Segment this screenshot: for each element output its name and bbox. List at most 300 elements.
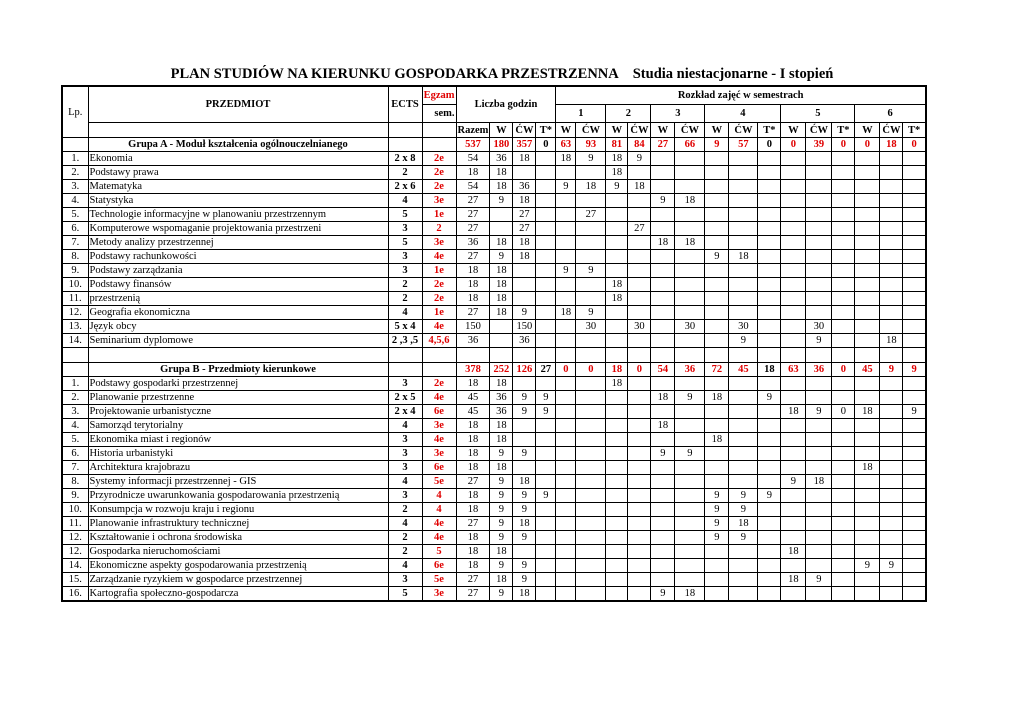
exam-semester: 2e xyxy=(422,278,456,292)
hours-cell: 18 xyxy=(729,517,758,531)
hours-cell xyxy=(758,433,781,447)
hours-cell xyxy=(536,180,556,194)
hours-cell: 18 xyxy=(456,447,490,461)
hours-cell xyxy=(729,264,758,278)
hours-cell xyxy=(855,419,880,433)
hours-cell xyxy=(903,222,926,236)
hours-cell: 30 xyxy=(729,320,758,334)
header-semester-5: 5 xyxy=(781,105,855,123)
hours-cell xyxy=(651,278,675,292)
hours-cell xyxy=(651,250,675,264)
hours-cell xyxy=(536,222,556,236)
exam-semester: 1e xyxy=(422,306,456,320)
ects-value: 2 xyxy=(388,278,422,292)
hours-cell xyxy=(628,531,651,545)
group-total-cell: 378 xyxy=(456,363,490,377)
row-number: 8. xyxy=(62,250,88,264)
hours-cell: 9 xyxy=(490,517,513,531)
hours-cell xyxy=(729,278,758,292)
hours-cell xyxy=(675,292,705,306)
subject-row xyxy=(62,405,926,419)
subject-name: Kartografia społeczno-gospodarcza xyxy=(88,587,388,602)
header-sem-col: ĆW xyxy=(628,123,651,138)
hours-cell xyxy=(781,531,806,545)
hours-cell: 30 xyxy=(576,320,606,334)
hours-cell xyxy=(606,320,628,334)
hours-cell: 18 xyxy=(490,264,513,278)
hours-cell xyxy=(628,461,651,475)
hours-cell xyxy=(729,461,758,475)
hours-cell xyxy=(705,334,729,348)
hours-cell xyxy=(806,391,832,405)
hours-cell xyxy=(806,180,832,194)
header-semester-6: 6 xyxy=(855,105,926,123)
hours-cell: 9 xyxy=(490,559,513,573)
hours-cell xyxy=(628,559,651,573)
hours-cell xyxy=(880,292,903,306)
header-sem-col: W xyxy=(855,123,880,138)
hours-cell: 18 xyxy=(490,166,513,180)
hours-cell xyxy=(758,503,781,517)
spacer-cell xyxy=(576,348,606,363)
subject-name: Podstawy gospodarki przestrzennej xyxy=(88,377,388,391)
hours-cell: 9 xyxy=(490,250,513,264)
hours-cell xyxy=(880,573,903,587)
hours-cell xyxy=(758,517,781,531)
subject-row xyxy=(62,236,926,250)
hours-cell: 9 xyxy=(576,264,606,278)
group-total-cell: 36 xyxy=(675,363,705,377)
hours-cell xyxy=(536,292,556,306)
hours-cell xyxy=(705,152,729,166)
group-ects-cell xyxy=(388,138,422,152)
header-ects: ECTS xyxy=(388,86,422,123)
hours-cell xyxy=(628,264,651,278)
row-number: 9. xyxy=(62,264,88,278)
hours-cell xyxy=(855,208,880,222)
hours-cell: 18 xyxy=(606,278,628,292)
hours-cell xyxy=(806,587,832,602)
hours-cell xyxy=(536,306,556,320)
hours-cell: 9 xyxy=(705,489,729,503)
header-przedmiot: PRZEDMIOT xyxy=(88,86,388,123)
hours-cell xyxy=(781,461,806,475)
hours-cell xyxy=(628,250,651,264)
hours-cell xyxy=(832,208,855,222)
hours-cell xyxy=(781,306,806,320)
hours-cell xyxy=(758,447,781,461)
hours-cell xyxy=(832,447,855,461)
hours-cell xyxy=(758,194,781,208)
hours-cell xyxy=(806,503,832,517)
hours-cell xyxy=(903,166,926,180)
hours-cell xyxy=(556,433,576,447)
hours-cell xyxy=(729,573,758,587)
hours-cell xyxy=(758,222,781,236)
hours-cell xyxy=(536,208,556,222)
subject-row xyxy=(62,306,926,320)
hours-cell xyxy=(729,475,758,489)
hours-cell: 36 xyxy=(456,334,490,348)
hours-cell xyxy=(705,377,729,391)
exam-semester: 4e xyxy=(422,531,456,545)
hours-cell xyxy=(832,250,855,264)
spacer-cell xyxy=(705,348,729,363)
hours-cell xyxy=(556,419,576,433)
hours-cell xyxy=(880,517,903,531)
hours-cell xyxy=(832,545,855,559)
hours-cell xyxy=(705,475,729,489)
row-number: 14. xyxy=(62,559,88,573)
hours-cell xyxy=(628,236,651,250)
hours-cell xyxy=(880,152,903,166)
hours-cell xyxy=(628,334,651,348)
spacer-cell xyxy=(536,348,556,363)
exam-semester: 4e xyxy=(422,433,456,447)
hours-cell xyxy=(880,503,903,517)
hours-cell xyxy=(781,391,806,405)
hours-cell: 18 xyxy=(855,461,880,475)
hours-cell xyxy=(628,475,651,489)
hours-cell: 30 xyxy=(628,320,651,334)
subject-row xyxy=(62,278,926,292)
hours-cell xyxy=(675,517,705,531)
hours-cell xyxy=(490,334,513,348)
hours-cell xyxy=(806,278,832,292)
header-hours-col: T* xyxy=(536,123,556,138)
hours-cell xyxy=(536,152,556,166)
hours-cell xyxy=(556,489,576,503)
subject-name: Systemy informacji przestrzennej - GIS xyxy=(88,475,388,489)
hours-cell: 9 xyxy=(729,334,758,348)
header-sem-col: ĆW xyxy=(880,123,903,138)
hours-cell xyxy=(880,278,903,292)
hours-cell: 9 xyxy=(490,447,513,461)
spacer-cell xyxy=(651,348,675,363)
hours-cell xyxy=(556,517,576,531)
hours-cell xyxy=(758,292,781,306)
subject-row xyxy=(62,334,926,348)
hours-cell xyxy=(675,405,705,419)
hours-cell: 9 xyxy=(513,405,536,419)
hours-cell xyxy=(880,222,903,236)
hours-cell xyxy=(729,447,758,461)
hours-cell: 9 xyxy=(651,194,675,208)
hours-cell xyxy=(758,377,781,391)
hours-cell: 9 xyxy=(855,559,880,573)
hours-cell xyxy=(675,531,705,545)
ects-value: 5 xyxy=(388,208,422,222)
hours-cell xyxy=(903,334,926,348)
hours-cell: 27 xyxy=(456,222,490,236)
hours-cell xyxy=(576,531,606,545)
row-number: 8. xyxy=(62,475,88,489)
subject-name: Komputerowe wspomaganie projektowania przestrzeni xyxy=(88,222,388,236)
hours-cell: 18 xyxy=(456,559,490,573)
row-number: 2. xyxy=(62,391,88,405)
hours-cell: 18 xyxy=(490,461,513,475)
hours-cell xyxy=(606,194,628,208)
hours-cell: 9 xyxy=(729,489,758,503)
subject-name: Przyrodnicze uwarunkowania gospodarowania przestrzenią xyxy=(88,489,388,503)
group-lp-cell xyxy=(62,363,88,377)
hours-cell xyxy=(705,166,729,180)
hours-cell xyxy=(903,433,926,447)
hours-cell xyxy=(628,292,651,306)
hours-cell: 18 xyxy=(675,194,705,208)
subject-name: Podstawy finansów xyxy=(88,278,388,292)
hours-cell xyxy=(576,503,606,517)
hours-cell xyxy=(758,419,781,433)
group-total-cell: 45 xyxy=(855,363,880,377)
hours-cell xyxy=(855,489,880,503)
hours-cell xyxy=(880,180,903,194)
subject-name: Podstawy prawa xyxy=(88,166,388,180)
ects-value: 4 xyxy=(388,475,422,489)
hours-cell xyxy=(536,377,556,391)
hours-cell: 9 xyxy=(513,306,536,320)
ects-value: 4 xyxy=(388,559,422,573)
row-number: 3. xyxy=(62,405,88,419)
group-total-cell: 93 xyxy=(576,138,606,152)
group-total-cell: 0 xyxy=(576,363,606,377)
exam-semester: 3e xyxy=(422,447,456,461)
header-hours-col: ĆW xyxy=(513,123,536,138)
hours-cell xyxy=(880,306,903,320)
hours-cell: 9 xyxy=(628,152,651,166)
hours-cell: 18 xyxy=(606,377,628,391)
hours-cell xyxy=(606,405,628,419)
hours-cell xyxy=(758,180,781,194)
group-total-cell: 63 xyxy=(556,138,576,152)
exam-semester: 4 xyxy=(422,503,456,517)
hours-cell xyxy=(903,292,926,306)
hours-cell: 18 xyxy=(490,236,513,250)
hours-cell xyxy=(705,320,729,334)
hours-cell xyxy=(705,573,729,587)
hours-cell xyxy=(758,278,781,292)
hours-cell xyxy=(903,391,926,405)
hours-cell xyxy=(855,292,880,306)
ects-value: 2 x 6 xyxy=(388,180,422,194)
hours-cell xyxy=(651,517,675,531)
hours-cell xyxy=(513,461,536,475)
hours-cell: 18 xyxy=(456,461,490,475)
hours-cell xyxy=(806,377,832,391)
hours-cell xyxy=(513,292,536,306)
subject-name: Ekonomika miast i regionów xyxy=(88,433,388,447)
hours-cell xyxy=(556,545,576,559)
subject-row xyxy=(62,433,926,447)
hours-cell xyxy=(832,292,855,306)
hours-cell xyxy=(880,166,903,180)
hours-cell: 18 xyxy=(855,405,880,419)
hours-cell xyxy=(781,419,806,433)
exam-semester: 2e xyxy=(422,377,456,391)
hours-cell xyxy=(729,587,758,602)
hours-cell xyxy=(758,152,781,166)
hours-cell xyxy=(729,377,758,391)
header-sem-col: W xyxy=(705,123,729,138)
spacer-cell xyxy=(62,348,88,363)
hours-cell xyxy=(903,447,926,461)
hours-cell: 150 xyxy=(513,320,536,334)
subject-name: Historia urbanistyki xyxy=(88,447,388,461)
group-header-row xyxy=(62,138,926,152)
row-number: 16. xyxy=(62,587,88,602)
hours-cell: 9 xyxy=(806,334,832,348)
group-total-cell: 0 xyxy=(781,138,806,152)
hours-cell xyxy=(880,545,903,559)
hours-cell xyxy=(832,222,855,236)
hours-cell xyxy=(758,236,781,250)
hours-cell xyxy=(832,419,855,433)
hours-cell xyxy=(675,545,705,559)
subject-row xyxy=(62,489,926,503)
hours-cell: 18 xyxy=(513,587,536,602)
hours-cell xyxy=(729,419,758,433)
ects-value: 3 xyxy=(388,433,422,447)
hours-cell: 45 xyxy=(456,391,490,405)
hours-cell xyxy=(855,517,880,531)
hours-cell xyxy=(758,573,781,587)
hours-cell xyxy=(536,236,556,250)
hours-cell: 0 xyxy=(832,405,855,419)
hours-cell: 18 xyxy=(556,152,576,166)
hours-cell: 9 xyxy=(729,503,758,517)
hours-cell xyxy=(758,531,781,545)
hours-cell xyxy=(781,180,806,194)
header-sem-col: W xyxy=(651,123,675,138)
exam-semester: 3e xyxy=(422,194,456,208)
hours-cell: 9 xyxy=(513,531,536,545)
hours-cell xyxy=(880,405,903,419)
hours-cell xyxy=(903,419,926,433)
hours-cell xyxy=(556,447,576,461)
row-number: 14. xyxy=(62,334,88,348)
hours-cell: 36 xyxy=(513,334,536,348)
hours-cell xyxy=(536,573,556,587)
hours-cell xyxy=(832,278,855,292)
spacer-cell xyxy=(513,348,536,363)
hours-cell xyxy=(576,573,606,587)
spacer-cell xyxy=(456,348,490,363)
hours-cell xyxy=(606,222,628,236)
hours-cell xyxy=(855,391,880,405)
hours-cell: 18 xyxy=(781,545,806,559)
hours-cell xyxy=(606,531,628,545)
hours-cell xyxy=(855,475,880,489)
hours-cell: 9 xyxy=(576,152,606,166)
study-plan-table xyxy=(61,85,927,602)
subject-name: Planowanie przestrzenne xyxy=(88,391,388,405)
hours-cell: 18 xyxy=(675,236,705,250)
hours-cell xyxy=(758,559,781,573)
hours-cell xyxy=(536,587,556,602)
hours-cell xyxy=(781,489,806,503)
spacer-cell xyxy=(388,348,422,363)
hours-cell xyxy=(536,433,556,447)
hours-cell: 9 xyxy=(806,573,832,587)
hours-cell xyxy=(556,222,576,236)
hours-cell xyxy=(832,587,855,602)
hours-cell: 9 xyxy=(513,573,536,587)
hours-cell xyxy=(556,194,576,208)
hours-cell: 18 xyxy=(651,419,675,433)
hours-cell: 27 xyxy=(513,208,536,222)
hours-cell xyxy=(729,208,758,222)
hours-cell xyxy=(651,208,675,222)
hours-cell xyxy=(729,222,758,236)
group-label: Grupa B - Przedmioty kierunkowe xyxy=(88,363,388,377)
row-number: 1. xyxy=(62,152,88,166)
subject-name: Matematyka xyxy=(88,180,388,194)
hours-cell xyxy=(556,166,576,180)
hours-cell xyxy=(675,278,705,292)
header-sem-col: ĆW xyxy=(576,123,606,138)
ects-value: 3 xyxy=(388,264,422,278)
group-egz-cell xyxy=(422,138,456,152)
hours-cell xyxy=(536,531,556,545)
hours-cell: 36 xyxy=(456,236,490,250)
group-total-cell: 0 xyxy=(832,138,855,152)
hours-cell xyxy=(880,377,903,391)
hours-cell xyxy=(675,419,705,433)
subheader-row xyxy=(62,123,926,138)
hours-cell xyxy=(675,208,705,222)
hours-cell xyxy=(781,334,806,348)
hours-cell: 27 xyxy=(456,194,490,208)
hours-cell: 9 xyxy=(490,503,513,517)
subject-name: Ekonomia xyxy=(88,152,388,166)
hours-cell xyxy=(606,461,628,475)
hours-cell xyxy=(705,447,729,461)
hours-cell: 18 xyxy=(456,166,490,180)
hours-cell xyxy=(675,334,705,348)
ects-value: 5 xyxy=(388,587,422,602)
hours-cell: 36 xyxy=(490,405,513,419)
hours-cell xyxy=(651,405,675,419)
hours-cell xyxy=(855,236,880,250)
row-number: 6. xyxy=(62,222,88,236)
hours-cell xyxy=(628,503,651,517)
group-lp-cell xyxy=(62,138,88,152)
hours-cell: 27 xyxy=(456,250,490,264)
spacer-cell xyxy=(806,348,832,363)
hours-cell xyxy=(832,517,855,531)
hours-cell xyxy=(556,461,576,475)
hours-cell xyxy=(781,447,806,461)
hours-cell: 18 xyxy=(490,433,513,447)
group-total-cell: 180 xyxy=(490,138,513,152)
row-number: 11. xyxy=(62,292,88,306)
header-semester-1: 1 xyxy=(556,105,606,123)
hours-cell xyxy=(705,405,729,419)
hours-cell xyxy=(781,377,806,391)
hours-cell xyxy=(628,545,651,559)
hours-cell xyxy=(832,306,855,320)
hours-cell: 18 xyxy=(456,264,490,278)
hours-cell xyxy=(903,194,926,208)
hours-cell xyxy=(675,180,705,194)
group-header-row xyxy=(62,363,926,377)
subject-row xyxy=(62,377,926,391)
group-total-cell: 57 xyxy=(729,138,758,152)
hours-cell: 9 xyxy=(758,391,781,405)
header-sem-col: ĆW xyxy=(806,123,832,138)
hours-cell xyxy=(855,545,880,559)
hours-cell xyxy=(628,517,651,531)
